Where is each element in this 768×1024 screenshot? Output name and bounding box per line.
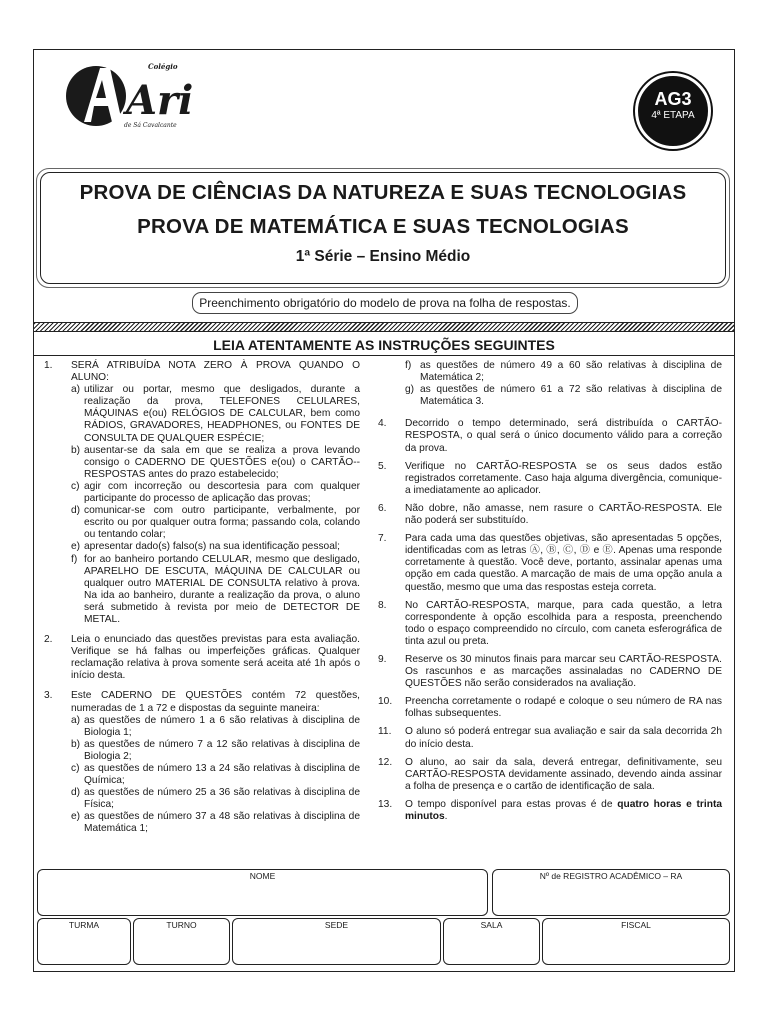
logo-bottom-text: de Sá Cavalcante — [124, 122, 177, 129]
instruction-text: Verifique no CARTÃO-RESPOSTA se os seus dados estão registrados corretamente. Caso haja alguma divergência, comunique-a imediatamente ao aplicador. — [405, 460, 722, 496]
instruction-text: O tempo disponível para estas provas é de quatro horas e trinta minutos. — [405, 798, 722, 822]
logo-main-text: Ari — [126, 77, 194, 124]
logo-graphic — [64, 62, 194, 126]
title-line-1: PROVA DE CIÊNCIAS DA NATUREZA E SUAS TECNOLOGIAS — [79, 181, 687, 204]
hatched-divider — [34, 322, 734, 332]
instruction-text: O aluno só poderá entregar sua avaliação e sair da sala decorrida 2h do início desta. — [405, 726, 722, 750]
instruction-item: 7. Para cada uma das questões objetivas, são apresentadas 5 opções, identificadas com as letras Ⓐ, Ⓑ, Ⓒ, Ⓓ e Ⓔ. Apenas uma responde corretamente à questão. Você deve, portanto, assinalar apenas uma opção em cada questão. A marcação de mais de uma opção anula a questão, mesmo que uma das respostas esteja correta. — [378, 533, 722, 593]
instruction-text: Não dobre, não amasse, nem rasure o CARTÃO-RESPOSTA. Ele não poderá ser substituído. — [405, 502, 722, 527]
instruction-text: Reserve os 30 minutos finais para marcar seu CARTÃO-RESPOSTA. Os rascunhos e as marcações assinaladas no CADERNO DE QUESTÕES não serão considerados na avaliação. — [405, 653, 722, 690]
instruction-text: O aluno, ao sair da sala, deverá entregar, definitivamente, seu CARTÃO-RESPOSTA devidamente assinado, devendo ainda assinar a folha de presença e o cartão de identificação de sala. — [405, 756, 722, 792]
instruction-item: 10. Preencha corretamente o rodapé e coloque o seu número de RA nas folhas subsequentes. — [378, 696, 722, 720]
fiscal-field[interactable] — [542, 918, 730, 965]
instructions-heading: LEIA ATENTAMENTE AS INSTRUÇÕES SEGUINTES — [213, 337, 555, 353]
instruction-subitem: a) as questões de número 1 a 6 são relativas à disciplina de Biologia 1; — [71, 714, 360, 738]
badge-code: AG3 — [654, 89, 692, 109]
sede-field[interactable] — [232, 918, 441, 965]
badge-stage: 4ª ETAPA — [651, 110, 695, 121]
title-box — [40, 172, 726, 284]
instruction-item: 12. O aluno, ao sair da sala, deverá entregar, definitivamente, seu CARTÃO-RESPOSTA devidamente assinado, devendo ainda assinar a folha de presença e o cartão de identificação de sala. — [378, 756, 722, 792]
instructions-column-right — [378, 360, 722, 829]
instruction-item: 6. Não dobre, não amasse, nem rasure o CARTÃO-RESPOSTA. Ele não poderá ser substituído. — [378, 502, 722, 527]
name-label: NOME — [249, 871, 276, 881]
ra-field[interactable] — [492, 869, 730, 916]
instruction-subitem: b) as questões de número 7 a 12 são relativas à disciplina de Biologia 2; — [71, 738, 360, 762]
instruction-item: 5. Verifique no CARTÃO-RESPOSTA se os seus dados estão registrados corretamente. Caso haja alguma divergência, comunique-a imediatamente ao aplicador. — [378, 460, 722, 496]
instruction-text: Este CADERNO DE QUESTÕES contém 72 questões, numeradas de 1 a 72 e dispostas da seguinte maneira: — [71, 690, 360, 714]
instruction-subitem: d) comunicar-se com outro participante, verbalmente, por escrito ou por qualquer outra forma; passando cola, colando ou tentando colar; — [71, 505, 360, 541]
instruction-subitem: g) as questões de número 61 a 72 são relativas à disciplina de Matemática 3. — [405, 384, 722, 408]
instruction-item: 9. Reserve os 30 minutos finais para marcar seu CARTÃO-RESPOSTA. Os rascunhos e as marcações assinaladas no CADERNO DE QUESTÕES não serão considerados na avaliação. — [378, 653, 722, 690]
instruction-item: 13. O tempo disponível para estas provas é de quatro horas e trinta minutos. — [378, 798, 722, 822]
sala-field[interactable] — [443, 918, 540, 965]
instruction-item: 11. O aluno só poderá entregar sua avaliação e sair da sala decorrida 2h do início desta. — [378, 726, 722, 750]
instruction-subitem: f) as questões de número 49 a 60 são relativas à disciplina de Matemática 2; — [405, 360, 722, 384]
instruction-text: Decorrido o tempo determinado, será distribuída o CARTÃO-RESPOSTA, o qual será o único documento válido para a correção da prova. — [405, 418, 722, 454]
instruction-text: Leia o enunciado das questões previstas para esta avaliação. Verifique se há falhas ou imperfeições gráficas. Qualquer reclamação relativa à prova somente será aceita até 1h após o início desta. — [71, 634, 360, 682]
instruction-subitem: c) agir com incorreção ou descortesia para com qualquer participante do processo de aplicação das provas; — [71, 480, 360, 505]
instruction-item: 1. SERÁ ATRIBUÍDA NOTA ZERO À PROVA QUANDO O ALUNO: a) utilizar ou portar, mesmo que desligados, durante a realização da prova, TELEFONES CELULARES, MÁQUINAS e(ou) RELÓGIOS DE CALCULAR, bem como RÁDIOS, GRAVADORES, HEADPHONES, ou FONTES DE CONSULTA DE QUALQUER ESPÉCIE; b) ausentar-se da sala em que se realiza a prova levando consigo o CADERNO DE QUESTÕES e(ou) o CARTÃO--RESPOSTAS antes do prazo estabelecido; c) agir com incorreção ou descortesia para com qualquer participante do processo de aplicação das provas; d) comunicar-se com outro participante, verbalmente, por escrito ou por qualquer outra forma; passando cola, colando ou tentando colar; e) apresentar dado(s) falso(s) na sua identificação pessoal; f) for ao banheiro portando CELULAR, mesmo que desligado, APARELHO DE ESCUTA, MÁQUINA DE CALCULAR ou qualquer outro MATERIAL DE CONSULTA relativo à prova. Na ida ao banheiro, durante a realização da prova, o aluno será submetido à revista por meio de DETECTOR DE METAL. — [44, 360, 360, 625]
instruction-subitem: d) as questões de número 25 a 36 são relativas à disciplina de Física; — [71, 787, 360, 811]
instruction-text: SERÁ ATRIBUÍDA NOTA ZERO À PROVA QUANDO O ALUNO: — [71, 360, 360, 384]
instruction-subitem: f) for ao banheiro portando CELULAR, mesmo que desligado, APARELHO DE ESCUTA, MÁQUINA DE CALCULAR ou qualquer outro MATERIAL DE CONSULTA relativo à prova. Na ida ao banheiro, durante a realização da prova, o aluno será submetido à revista por meio de DETECTOR DE METAL. — [71, 553, 360, 625]
turma-field[interactable] — [37, 918, 131, 965]
instruction-item: 8. No CARTÃO-RESPOSTA, marque, para cada questão, a letra correspondente à opção escolhida para a resposta, preenchendo todo o espaço compreendido no círculo, com caneta esferográfica de tinta azul ou preta. — [378, 599, 722, 647]
heading-divider — [34, 355, 734, 356]
instruction-text: Preencha corretamente o rodapé e coloque o seu número de RA nas folhas subsequentes. — [405, 696, 722, 720]
instruction-subitem: c) as questões de número 13 a 24 são relativas à disciplina de Química; — [71, 763, 360, 787]
instruction-item: 2. Leia o enunciado das questões previstas para esta avaliação. Verifique se há falhas ou imperfeições gráficas. Qualquer reclamação relativa à prova somente será aceita até 1h após o início desta. — [44, 634, 360, 682]
instruction-text: No CARTÃO-RESPOSTA, marque, para cada questão, a letra correspondente à opção escolhida para a resposta, preenchendo todo o espaço compreendido no círculo, com caneta esferográfica de tinta azul ou preta. — [405, 599, 722, 647]
instruction-subitem: a) utilizar ou portar, mesmo que desligados, durante a realização da prova, TELEFONES CELULARES, MÁQUINAS e(ou) RELÓGIOS DE CALCULAR, bem como RÁDIOS, GRAVADORES, HEADPHONES, ou FONTES DE CONSULTA DE QUALQUER ESPÉCIE; — [71, 384, 360, 444]
instruction-item: 4. Decorrido o tempo determinado, será distribuída o CARTÃO-RESPOSTA, o qual será o único documento válido para a correção da prova. — [378, 418, 722, 454]
ra-label: Nº de REGISTRO ACADÊMICO – RA — [539, 871, 683, 881]
title-line-2: PROVA DE MATEMÁTICA E SUAS TECNOLOGIAS — [137, 215, 629, 238]
name-field[interactable] — [37, 869, 488, 916]
instruction-subitem: e) apresentar dado(s) falso(s) na sua identificação pessoal; — [71, 541, 340, 553]
title-line-3: 1ª Série – Ensino Médio — [295, 248, 471, 265]
instructions-column-left — [44, 360, 360, 842]
instruction-text: Para cada uma das questões objetivas, são apresentadas 5 opções, identificadas com as letras Ⓐ, Ⓑ, Ⓒ, Ⓓ e Ⓔ. Apenas uma responde corretamente à questão. Você deve, portanto, assinalar apenas uma opção em cada questão. A marcação de mais de uma opção anula a questão, mesmo que uma das respostas esteja correta. — [405, 533, 722, 593]
sede-label: SEDE — [324, 920, 349, 930]
fiscal-label: FISCAL — [621, 920, 651, 930]
turma-label: TURMA — [68, 920, 100, 930]
sala-label: SALA — [480, 920, 503, 930]
turno-field[interactable] — [133, 918, 230, 965]
logo-top-text: Colégio — [148, 62, 178, 71]
exam-cover-page — [33, 49, 735, 972]
notice-banner: Preenchimento obrigatório do modelo de prova na folha de respostas. — [192, 292, 578, 314]
school-logo — [64, 62, 194, 129]
instruction-item: 3. Este CADERNO DE QUESTÕES contém 72 questões, numeradas de 1 a 72 e dispostas da seguinte maneira: a) as questões de número 1 a 6 são relativas à disciplina de Biologia 1; b) as questões de número 7 a 12 são relativas à disciplina de Biologia 2; c) as questões de número 13 a 24 são relativas à disciplina de Química; d) as questões de número 25 a 36 são relativas à disciplina de Física; e) as questões de número 37 a 48 são relativas à disciplina de Matemática 1; — [44, 690, 360, 835]
instruction-subitem: b) ausentar-se da sala em que se realiza a prova levando consigo o CADERNO DE QUESTÕES e(ou) o CARTÃO--RESPOSTAS antes do prazo estabelecido; — [71, 444, 360, 480]
turno-label: TURNO — [166, 920, 197, 930]
instruction-subitem: e) as questões de número 37 a 48 são relativas à disciplina de Matemática 1; — [71, 811, 360, 835]
stage-badge — [635, 73, 711, 149]
